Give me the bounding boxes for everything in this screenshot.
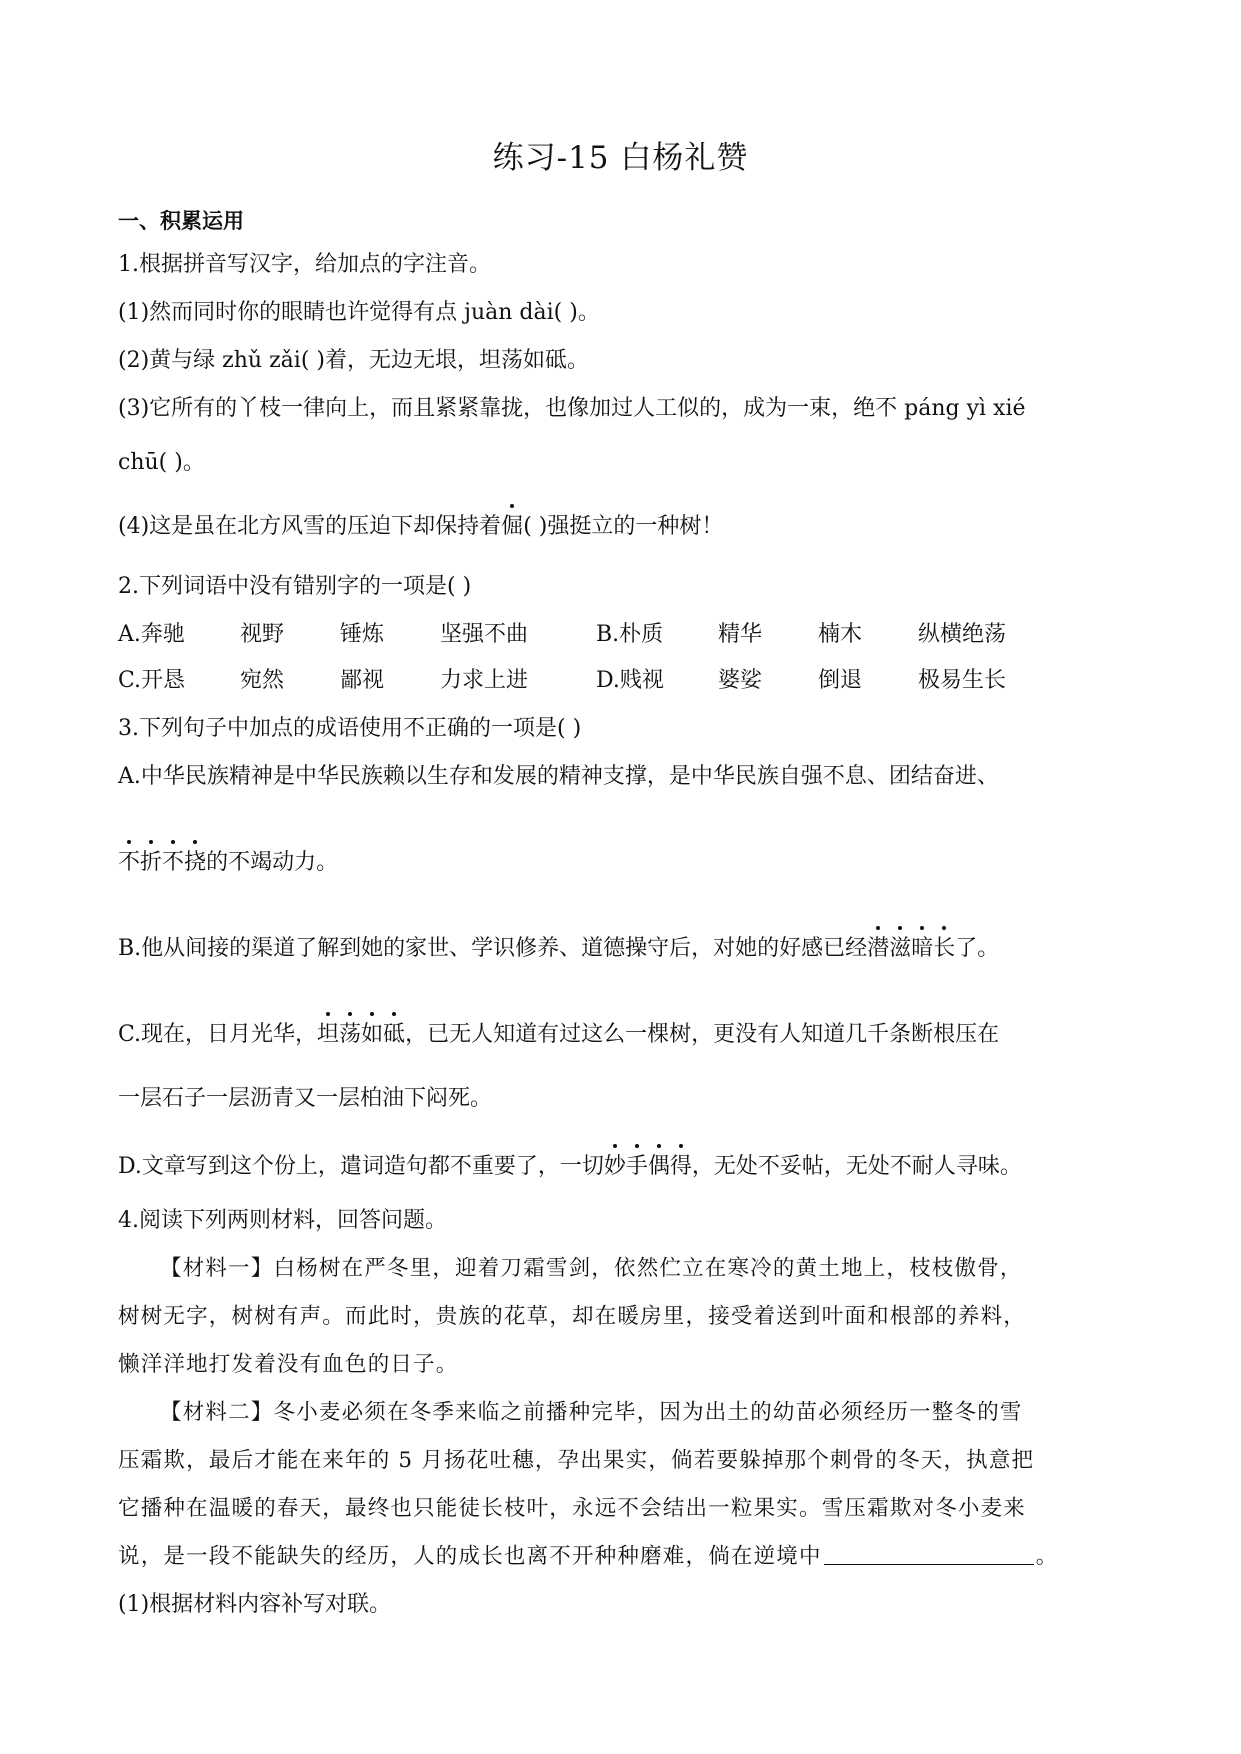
dotted-char: 得 [670, 1152, 692, 1182]
section-heading: 一、积累运用 [118, 209, 244, 233]
q1-item-3-line2: chū( )。 [118, 450, 205, 475]
q3-option-b-pre: B.他从间接的渠道了解到她的家世、学识修养、道德操守后，对她的好感已经 [118, 936, 868, 961]
option-c-word4: 力求上进 [440, 668, 529, 693]
option-a-word3: 锤炼 [340, 622, 385, 647]
q1-item-2: (2)黄与绿 zhǔ zǎi( )着，无边无垠，坦荡如砥。 [118, 348, 589, 373]
q3-option-b [118, 934, 999, 964]
option-b-word1: B.朴质 [596, 622, 664, 647]
material-two-line4-text: 说，是一段不能缺失的经历，人的成长也离不开种种磨难，倘在逆境中 [118, 1544, 822, 1569]
dotted-char: 妙 [604, 1152, 626, 1182]
q1-item-4 [118, 512, 723, 542]
dotted-char: 滋 [889, 934, 911, 964]
option-c-word3: 鄙视 [340, 668, 385, 693]
q1-item-3-line1: (3)它所有的丫枝一律向上，而且紧紧靠拢，也像加过人工似的，成为一束，绝不 páng yì xié [118, 396, 1026, 421]
q1-stem: 1.根据拼音写汉字，给加点的字注音。 [118, 252, 491, 277]
page-title: 练习-15 白杨礼赞 [492, 140, 749, 176]
dotted-char: 砥 [383, 1020, 405, 1050]
dotted-char: 坦 [317, 1020, 339, 1050]
q2-stem: 2.下列词语中没有错别字的一项是( ) [118, 574, 472, 599]
q1-item-4-post: ( )强挺立的一种树！ [523, 514, 724, 539]
option-d-word4: 极易生长 [918, 668, 1007, 693]
material-one-line2: 树树无字，树树有声。而此时，贵族的花草，却在暖房里，接受着送到叶面和根部的养料， [118, 1304, 1027, 1329]
fill-in-blank[interactable] [824, 1542, 1034, 1565]
q3-option-a-line1: A.中华民族精神是中华民族赖以生存和发展的精神支撑，是中华民族自强不息、团结奋进、 [118, 764, 999, 789]
material-two-line3: 它播种在温暖的春天，最终也只能徒长枝叶，永远不会结出一粒果实。雪压霜欺对冬小麦来 [118, 1496, 1027, 1521]
dotted-idiom-b [867, 936, 955, 961]
material-one-line3: 懒洋洋地打发着没有血色的日子。 [118, 1352, 459, 1377]
material-one-line1: 【材料一】白杨树在严冬里，迎着刀霜雪剑，依然伫立在寒冷的黄土地上，枝枝傲骨， [160, 1256, 1023, 1281]
dotted-char: 如 [361, 1020, 383, 1050]
option-d-word2: 婆娑 [718, 668, 763, 693]
q3-option-c-line1 [118, 1020, 999, 1050]
dotted-idiom-d [604, 1154, 692, 1179]
dotted-idiom-c [317, 1022, 405, 1047]
q3-option-c-post: ，已无人知道有过这么一棵树，更没有人知道几千条断根压在 [405, 1022, 1000, 1047]
dotted-char: 长 [933, 934, 955, 964]
q4-sub-question-1: (1)根据材料内容补写对联。 [118, 1592, 392, 1617]
material-two-end: 。 [1035, 1544, 1059, 1569]
q3-option-d [118, 1152, 1022, 1182]
option-a-word1: A.奔驰 [118, 622, 185, 647]
dotted-char: 挠 [184, 848, 206, 878]
option-c-word1: C.开恳 [118, 668, 186, 693]
material-two-line4 [118, 1542, 1058, 1572]
dotted-char: 倔 [501, 512, 523, 542]
dotted-char: 不 [118, 848, 140, 878]
dotted-char: 荡 [339, 1020, 361, 1050]
option-b-word3: 楠木 [818, 622, 863, 647]
dotted-idiom-a [118, 850, 206, 875]
dotted-char: 不 [162, 848, 184, 878]
dotted-char: 手 [626, 1152, 648, 1182]
dotted-char: 折 [140, 848, 162, 878]
q1-item-4-pre: (4)这是虽在北方风雪的压迫下却保持着 [118, 514, 502, 539]
q4-stem: 4.阅读下列两则材料，回答问题。 [118, 1208, 447, 1233]
q3-option-a-post: 的不竭动力。 [206, 850, 339, 875]
dotted-char: 偶 [648, 1152, 670, 1182]
q3-option-d-pre: D.文章写到这个份上，遣词造句都不重要了，一切 [118, 1154, 604, 1179]
option-a-word2: 视野 [240, 622, 285, 647]
q3-option-b-post: 了。 [955, 936, 1000, 961]
option-b-word2: 精华 [718, 622, 763, 647]
material-two-line2: 压霜欺，最后才能在来年的 5 月扬花吐穗，孕出果实，倘若要躲掉那个刺骨的冬天，执意把 [118, 1448, 1035, 1473]
q3-option-a-line2 [118, 848, 338, 878]
q3-option-c-line2: 一层石子一层沥青又一层柏油下闷死。 [118, 1086, 493, 1111]
option-a-word4: 坚强不曲 [440, 622, 529, 647]
material-two-line1: 【材料二】冬小麦必须在冬季来临之前播种完毕，因为出土的幼苗必须经历一整冬的雪 [160, 1400, 1023, 1425]
q1-item-1: (1)然而同时你的眼睛也许觉得有点 juàn dài( )。 [118, 300, 600, 325]
option-d-word1: D.贱视 [596, 668, 664, 693]
option-b-word4: 纵横绝荡 [918, 622, 1007, 647]
dotted-char: 暗 [911, 934, 933, 964]
q3-option-c-pre: C.现在，日月光华， [118, 1022, 318, 1047]
q3-stem: 3.下列句子中加点的成语使用不正确的一项是( ) [118, 716, 582, 741]
dotted-char: 潜 [867, 934, 889, 964]
q3-option-d-post: ，无处不妥帖，无处不耐人寻味。 [691, 1154, 1022, 1179]
option-c-word2: 宛然 [240, 668, 285, 693]
option-d-word3: 倒退 [818, 668, 863, 693]
